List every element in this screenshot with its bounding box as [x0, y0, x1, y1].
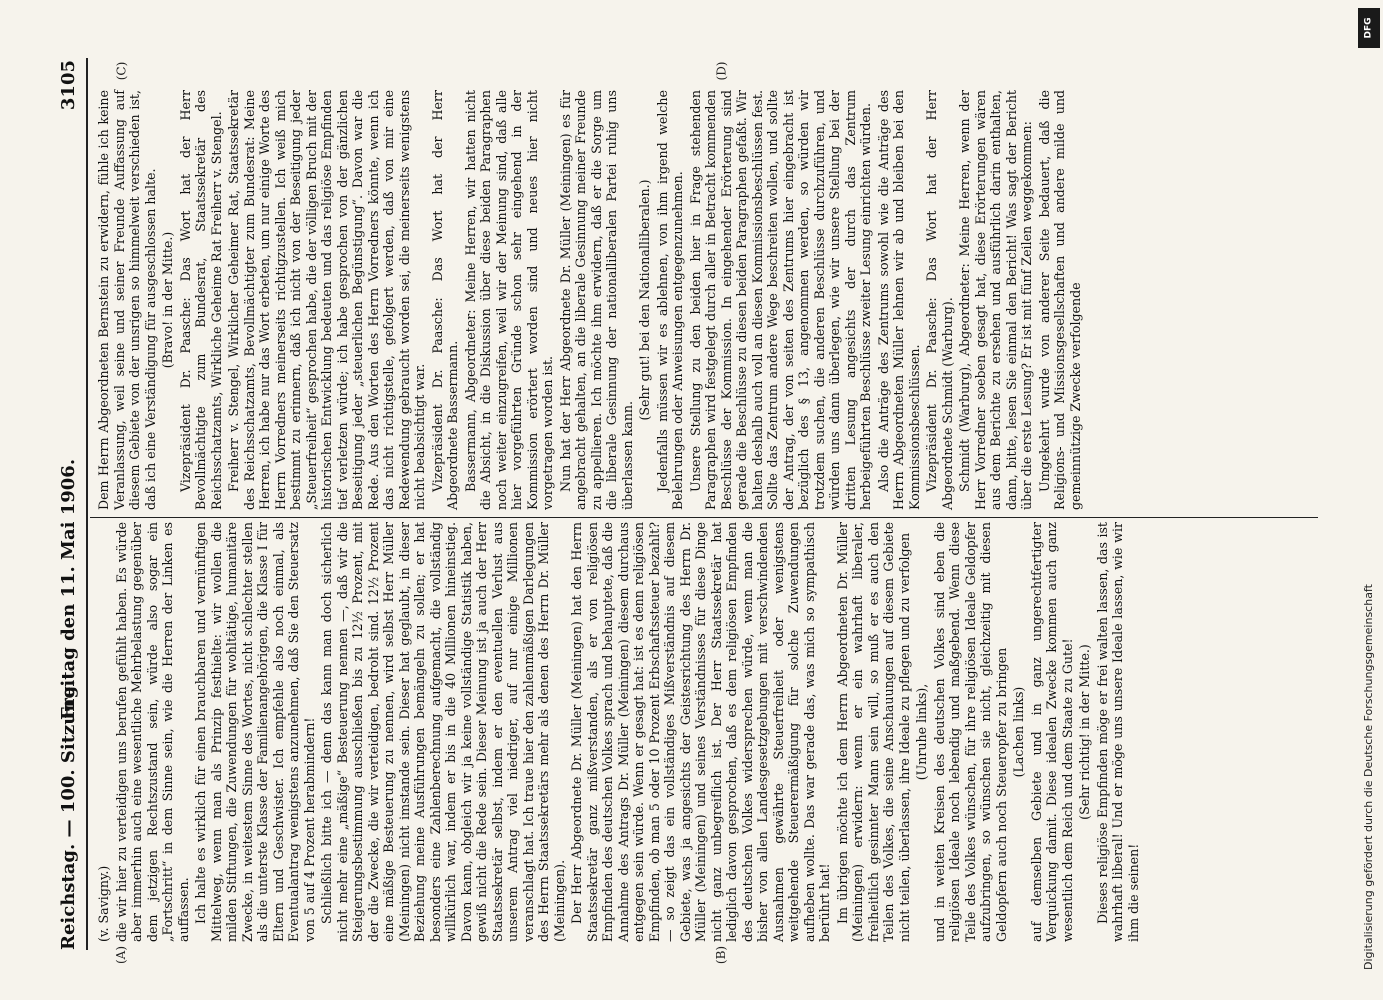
left-column — [96, 522, 1318, 942]
page-header — [58, 60, 80, 950]
speaker-tag: (v. Savigny.) — [96, 865, 111, 942]
paragraph: Ich halte es wirklich für einen brauchbaren und vernünftigen Mittelweg, wenn man als Prinzip festhielte: wir wollen die milden Stiftungen, die Zuwendungen für wohltätige, humanitäre Zwecke, in weitestem Sinne des Wortes, nicht schlechter stellen als die unterste Klasse der Familienangehörigen, die Klasse I für Eltern und Geschwister. Ich empfehle also noch einmal, als Eventualantrag wenigstens anzunehmen, daß Sie den Steuersatz von 5 auf 4 Prozent herabmindern! — [193, 522, 317, 942]
paragraph: und in weiten Kreisen des deutschen Volkes sind eben die religiösen Ideale noch lebendig und maßgebend. Wenn diese Teile des Volkes wünschen, für ihre religiösen Ideale Geldopfer aufzubringen, so wünschen sie nicht, gleichzeitig mit diesen Geldopfern auch noch Steueropfer zu bringen — [931, 522, 1009, 942]
paragraph: Unsere Stellung zu den beiden hier in Frage stehenden Paragraphen wird festgelegt durch aller in Betracht kommenden Beschlüsse der Kommission. In eingehender Erörterung sind gerade die Beschlüsse zu diesen beiden Paragraphen gefaßt. Wir halten deshalb auch voll an diesen Kommissionsbeschlüssen fest. Sollte das Zentrum andere Wege beschreiten wollen, und sollte der Antrag, der von seiten des Zentrums hier eingebracht ist bezüglich des § 13, angenommen werden, so würden wir trotzdem suchen, die anderen Beschlüsse durchzuführen, und würden uns dann überlegen, wie wir unsere Stellung bei der dritten Lesung angesichts der durch das Zentrum herbeigeführten Beschlüsse zweiter Lesung einrichten würden. — [687, 90, 873, 510]
interjection: (Sehr gut! bei den Nationalliberalen.) — [637, 179, 652, 421]
paragraph: Vizepräsident Dr. Paasche: Das Wort hat der Herr Abgeordnete Schmidt (Warburg). — [924, 90, 955, 510]
paragraph: die wir hier zu verteidigen uns berufen gefühlt haben. Es würde aber immerhin auch eine wesentliche Mehrbelastung gegenüber dem jetzigen Rechtszustand sein, würde also sogar ein „Fortschritt“ in dem Sinne sein, wie die Herren der Linken es auffassen. — [113, 522, 191, 942]
page-number: 3105 — [58, 60, 79, 111]
header-rule — [86, 58, 88, 950]
interjection: (Unruhe links), — [914, 683, 929, 781]
paragraph: Schließlich bitte ich — denn das kann man doch sicherlich nicht mehr eine „mäßige“ Besteuerung nennen —, daß wir die Steigerungsbestimmung ausschließen bis zu 12½ Prozent, mit der die Zwecke, die wir verteidigen, bedroht sind. 12½ Prozent eine mäßige Besteuerung zu nennen, wird selbst Herr Müller (Meiningen) nicht imstande sein. Dieser hat geglaubt, in dieser Beziehung meine Ausführungen bemängeln zu sollen; er hat besonders eine Zahlenberechnung aufgemacht, die vollständig willkürlich war, indem er bis in die 40 Millionen hineinstieg. Davon kann, obgleich wir ja keine vollständige Statistik haben, gewiß nicht die Rede sein. Dieser Meinung ist ja auch der Herr Staatssekretär selbst, indem er den eventuellen Verlust aus unserem Antrag viel niedriger, auf nur einige Millionen veranschlagt hat. Ich traue hier den zahlenmäßigen Darlegungen des Herrn Staatssekretärs mehr als denen des Herrn Dr. Müller (Meiningen). — [319, 522, 567, 942]
paragraph: Der Herr Abgeordnete Dr. Müller (Meiningen) hat den Herrn Staatssekretär ganz mißverstanden, als er von religiösen Empfinden des deutschen Volkes sprach und behauptete, daß die Annahme des Antrags Dr. Müller (Meiningen) diesem durchaus entgegen sein würde. Wenn er gesagt hat: ist es denn religiösen Empfinden, ob man 5 oder 10 Prozent Erbschaftssteuer bezahlt? — so zeigt das ein vollständiges Mißverständnis auf diesem Gebiete, was ja angesichts der Geistesrichtung des Herrn Dr. Müller (Meiningen) und seines Verständnisses für diese Dinge nicht ganz unbegreiflich ist. Der Herr Staatssekretär hat lediglich davon gesprochen, daß es dem religiösen Empfinden des deutschen Volkes widersprechen würde, wenn man die bisher von allen Landesgesetzgebungen mit verschwindenden Ausnahmen gewährte Steuerfreiheit oder wenigstens weitgehende Steuerermäßigung für solche Zuwendungen aufheben wollte. Das war gerade das, was mich so sympathisch berührt hat! — [569, 522, 832, 942]
paragraph: Umgekehrt wurde von anderer Seite bedauert, daß die Religions- und Missionsgesellschaften und andere milde und gemeinnützige Zwecke verfolgende — [1036, 90, 1083, 510]
paragraph: Vizepräsident Dr. Paasche: Das Wort hat der Herr Abgeordnete Bassermann. — [429, 90, 460, 510]
interjection: (Bravo! in der Mitte.) — [160, 231, 175, 369]
funding-credit: Digitalisierung gefördert durch die Deutsche Forschungsgemeinschaft — [1362, 584, 1375, 970]
paragraph: Schmidt (Warburg), Abgeordneter: Meine Herren, wenn der Herr Vorredner soeben gesagt hat, diese Erörterungen wären aus dem Berichte zu ersehen und ausführlich darin enthalten, dann, bitte, lesen Sie einmal den Bericht! Was sagt der Bericht über die erste Lesung? Er ist mit fünf Zeilen weggekommen: — [957, 90, 1034, 510]
paragraph: Nun hat der Herr Abgeordnete Dr. Müller (Meiningen) es für angebracht gehalten, an die liberale Gesinnung meiner Freunde zu appellieren. Ich möchte ihm erwidern, daß er die Sorge um die liberale Gesinnung der nationalliberalen Partei ruhig uns überlassen kann. — [557, 90, 635, 510]
column-divider — [90, 517, 1318, 518]
header-date: Freitag den 11. Mai 1906. — [58, 458, 79, 720]
paragraph: Dieses religiöse Empfinden möge er frei walten lassen, das ist wahrhaft liberal! Und er möge uns unsere Ideale lassen, wie wir ihm die seinen! — [1094, 522, 1141, 942]
margin-marker-d: (D) — [714, 61, 729, 81]
paragraph: Also die Anträge des Zentrums sowohl wie die Anträge des Herrn Abgeordneten Müller lehnen wir ab und bleiben bei den Kommissionsbeschlüssen. — [875, 90, 922, 510]
paragraph: auf demselben Gebiete und in ganz ungerechtfertigter Verquickung damit. Diese idealen Zwecke kommen auch ganz wesentlich dem Reich und dem Staate zu Gute! — [1028, 522, 1075, 942]
paragraph: Im übrigen möchte ich dem Herrn Abgeordneten Dr. Müller (Meiningen) erwidern: wenn er ein wahrhaft liberaler, freiheitlich gesinnter Mann sein will, so muß er es auch den Teilen des Volkes, die seine Anschauungen auf diesem Gebiete nicht teilen, überlassen, ihre Ideale zu pflegen und zu verfolgen — [834, 522, 912, 942]
margin-marker-c: (C) — [114, 61, 129, 81]
paragraph: Bassermann, Abgeordneter: Meine Herren, wir hatten nicht die Absicht, in die Diskussion über diese beiden Paragraphen noch weiter einzugreifen, weil wir der Meinung sind, daß alle hier vorgeführten Gründe schon sehr eingehend in der Kommission erörtert worden sind und neues hier nicht vorgetragen worden ist. — [462, 90, 555, 510]
paragraph: Dem Herrn Abgeordneten Bernstein zu erwidern, fühle ich keine Veranlassung, weil seine und seiner Freunde Auffassung auf diesem Gebiete von der unsrigen so himmelweit verschieden ist, daß ich eine Verständigung für ausgeschlossen halte. — [96, 90, 158, 510]
paragraph: Vizepräsident Dr. Paasche: Das Wort hat der Herr Bevollmächtigte zum Bundesrat, Staatssekretär des Reichsschatzamts, Wirkliche Geheime Rat Freiherr v. Stengel. — [177, 90, 224, 510]
paragraph: Freiherr v. Stengel, Wirklicher Geheimer Rat, Staatssekretär des Reichsschatzamts, Bevollmächtigter zum Bundesrat: Meine Herren, ich habe nur das Wort erbeten, um nur einige Worte des Herrn Vorredners meinerseits richtigzustellen. Ich weiß mich bestimmt zu erinnern, daß ich nicht von der Beseitigung jeder „Steuerfreiheit“ gesprochen habe, die der völligen Bruch mit der historischen Entwicklung bedeuten und das religiöse Empfinden tief verletzen würde; ich habe gesprochen von der gänzlichen Beseitigung jeder „steuerlichen Begünstigung“. Davon war die Rede. Aus den Worten des Herrn Vorredners könnte, wenn ich das nicht richtigstelle, gefolgert werden, daß von mir eine Redewendung gebraucht worden sei, die meinerseits wenigstens nicht beabsichtigt war. — [226, 90, 427, 510]
dfg-logo: DFG — [1358, 8, 1380, 48]
margin-marker-b: (B) — [714, 945, 729, 965]
interjection: (Sehr richtig! in der Mitte.) — [1077, 644, 1092, 820]
paragraph: Jedenfalls müssen wir es ablehnen, von ihm irgend welche Belehrungen oder Anweisungen entgegenzunehmen. — [654, 90, 685, 510]
right-column — [96, 90, 1318, 510]
interjection: (Lachen links) — [1011, 686, 1026, 778]
margin-marker-a: (A) — [114, 945, 129, 965]
header-left: Reichstag. — 100. Sitzung. — [58, 679, 79, 950]
